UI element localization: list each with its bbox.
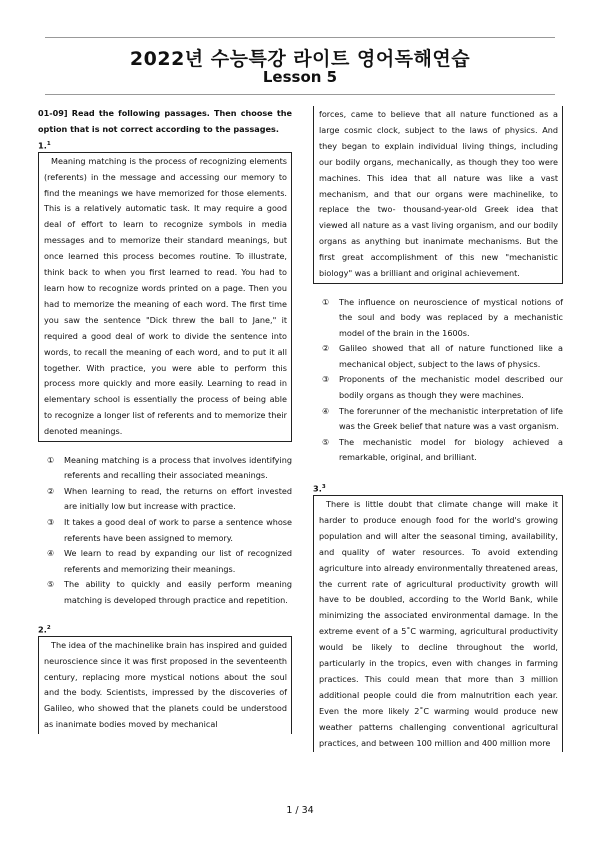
question-1-options — [38, 453, 292, 608]
question-3-number: 3.$^3$ — [313, 483, 326, 494]
top-rule — [45, 37, 555, 38]
header-rule — [45, 94, 555, 95]
question-2-option-2[interactable]: ② Galileo showed that all of nature functioned like a mechanical object, subject to the laws of physics. — [322, 343, 563, 369]
question-2-option-1[interactable]: ① The influence on neuroscience of mystical notions of the soul and body was replaced by a mechanistic model of the brain in the 1600s. — [322, 296, 563, 338]
question-1-option-1[interactable]: ① Meaning matching is a process that involves identifying referents and recalling their associated meanings. — [47, 455, 292, 481]
instructions: 01-09] Read the following passages. Then choose the option that is not correct according to the passages. — [38, 108, 292, 134]
question-1-option-5[interactable]: ⑤ The ability to quickly and easily perform meaning matching is developed through practice and repetition. — [47, 579, 292, 605]
question-2-passage-cont: forces, came to believe that all nature functioned as a large cosmic clock, subject to the laws of physics. And they began to explain individual living things, including our bodily organs, mechanically, as though they too were machines. This idea that all nature was like a vast mechanism, and that our organs were machinelike, to replace the two- thousand-year-old Greek idea that viewed all nature as a vast living organism, and our bodily organs as anything but inanimate mechanisms. But the first great accomplishment of this new "mechanistic biology" was a brilliant and original achievement. — [319, 109, 558, 279]
question-3-passage-box — [313, 495, 563, 753]
question-1-number: 1.$^1$ — [38, 140, 51, 151]
question-2-passage-start: The idea of the machinelike brain has inspired and guided neuroscience since it was first proposed in the seventeenth century, replacing more mystical notions about the soul and the body. Scientists, impressed by the discoveries of Galileo, who showed that the planets could be understood as inanimate bodies moved by mechanical — [44, 639, 287, 730]
question-2-passage-box-cont — [313, 106, 563, 284]
question-2-option-5[interactable]: ⑤ The mechanistic model for biology achieved a remarkable, original, and brilliant. — [322, 436, 563, 462]
question-2-option-4[interactable]: ④ The forerunner of the mechanistic interpretation of life was the Greek belief that nature was a vast organism. — [322, 405, 563, 431]
right-column — [313, 106, 563, 752]
question-1-passage-box — [38, 152, 292, 442]
question-1-option-2[interactable]: ② When learning to read, the returns on effort invested are initially low but increase with practice. — [47, 486, 292, 512]
left-column — [38, 106, 292, 734]
question-2-option-3[interactable]: ③ Proponents of the mechanistic model described our bodily organs as though they were machines. — [322, 374, 563, 400]
question-1-option-3[interactable]: ③ It takes a good deal of work to parse a sentence whose referents have been assigned to memory. — [47, 517, 292, 543]
question-1-option-4[interactable]: ④ We learn to read by expanding our list of recognized referents and memorizing their meanings. — [47, 548, 292, 574]
page-number: 1 / 34 — [286, 805, 314, 816]
question-3-passage: There is little doubt that climate change will make it harder to produce enough food for the world's growing population and will alter the seasonal timing, availability, and quality of water resources. To avoid extending agriculture into already environmentally threatened areas, the current rate of agricultural productivity growth will have to be doubled, according to the World Bank, while minimizing the associated environmental damage. In the extreme event of a 5˚C warming, agricultural productivity would be likely to decline throughout the world, particularly in the tropics, even with changes in farming practices. This could mean that more than 3 million additional people could die from malnutrition each year. Even the more likely 2˚C warming would produce new weather patterns challenging conventional agricultural practices, and between 100 million and 400 million more — [319, 498, 558, 748]
question-2-passage-box-start — [38, 636, 292, 734]
page-title: 2022년 수능특강 라이트 영어독해연습 — [129, 48, 471, 70]
lesson-subtitle: Lesson 5 — [262, 68, 338, 86]
question-2-number: 2.$^2$ — [38, 624, 51, 635]
question-2-options — [313, 295, 563, 465]
question-1-passage: Meaning matching is the process of recognizing elements (referents) in the message and accessing our memory to find the meanings we have memorized for those elements. This is a relatively automatic task. It may require a good deal of effort to learn to recognize symbols in media messages and to memorize their standard meanings, but once learned this process becomes routine. To illustrate, think back to when you first learned to read. You had to learn how to recognize words printed on a page. Then you had to memorize the meaning of each word. The first time you saw the sentence "Dick threw the ball to Jane," it required a good deal of work to divide the sentence into words, to recall the meaning of each word, and to put it all together. With practice, you were able to perform this process more quickly and more easily. Learning to read in elementary school is essentially the process of being able to recognize a longer list of referents and to memorize their denoted meanings. — [44, 155, 287, 437]
